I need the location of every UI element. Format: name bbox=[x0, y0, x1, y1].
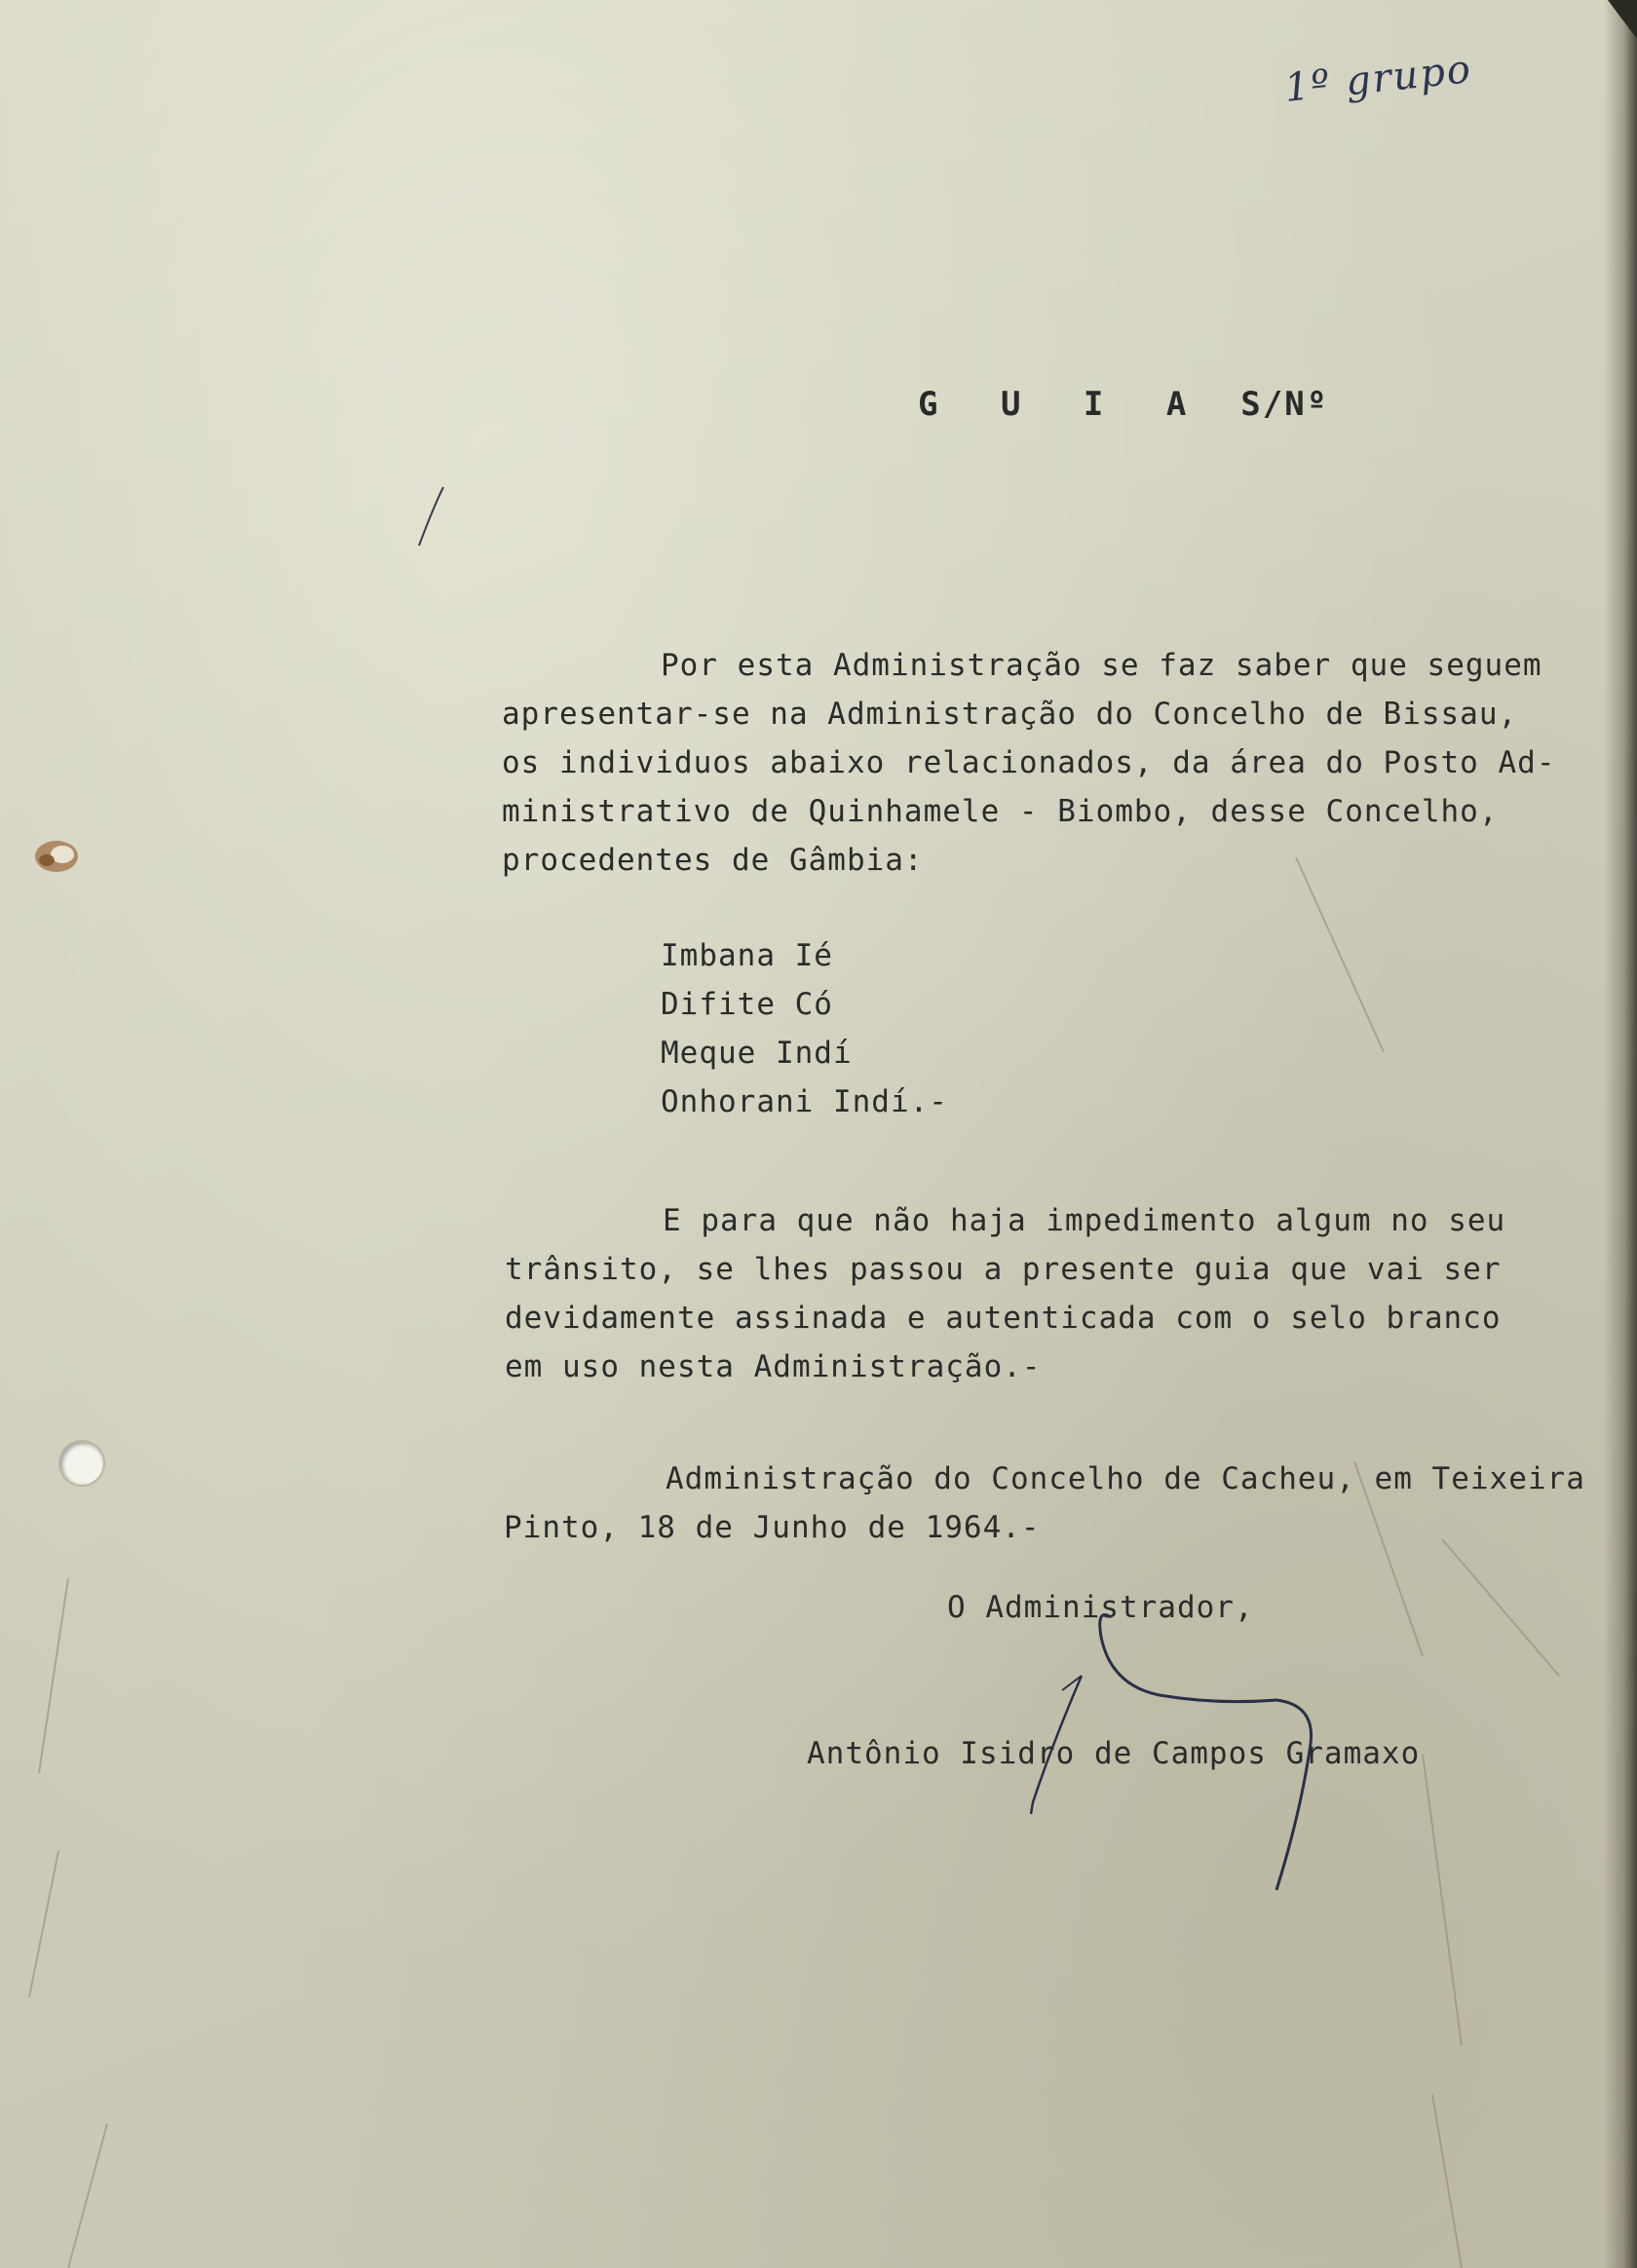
paragraph-line: procedentes de Gâmbia: bbox=[502, 843, 924, 878]
paragraph-line: E para que não haja impedimento algum no seu bbox=[663, 1203, 1506, 1238]
paragraph-line: ministrativo de Quinhamele - Biombo, desse Concelho, bbox=[502, 794, 1499, 829]
paragraph-line: Por esta Administração se faz saber que seguem bbox=[661, 648, 1542, 683]
signer-name: Antônio Isidro de Campos Gramaxo bbox=[807, 1736, 1421, 1771]
list-item: Difite Có bbox=[661, 987, 833, 1022]
title-label: G U I A bbox=[918, 385, 1208, 424]
list-item: Imbana Ié bbox=[661, 938, 833, 973]
paragraph-line: trânsito, se lhes passou a presente guia que vai ser bbox=[505, 1252, 1502, 1287]
list-item: Onhorani Indí.- bbox=[661, 1084, 948, 1119]
paragraph-line: devidamente assinada e autenticada com o selo branco bbox=[505, 1301, 1502, 1336]
page-corner bbox=[1608, 0, 1637, 39]
list-item: Meque Indí bbox=[661, 1036, 853, 1071]
page-edge-shadow bbox=[1604, 0, 1637, 2268]
handwritten-group-note: 1º grupo bbox=[1282, 47, 1475, 111]
title-number: S/Nº bbox=[1240, 385, 1329, 424]
paragraph-line: apresentar-se na Administração do Concelho de Bissau, bbox=[502, 697, 1518, 732]
paragraph-line: os individuos abaixo relacionados, da área do Posto Ad- bbox=[502, 745, 1556, 780]
date-line: Pinto, 18 de Junho de 1964.- bbox=[504, 1510, 1041, 1545]
paragraph-line: em uso nesta Administração.- bbox=[505, 1349, 1042, 1384]
punch-hole bbox=[60, 1442, 103, 1485]
signer-role: O Administrador, bbox=[947, 1590, 1254, 1625]
rust-stain bbox=[27, 833, 90, 880]
document-title bbox=[918, 385, 1328, 424]
place-line: Administração do Concelho de Cacheu, em Teixeira bbox=[666, 1461, 1585, 1496]
